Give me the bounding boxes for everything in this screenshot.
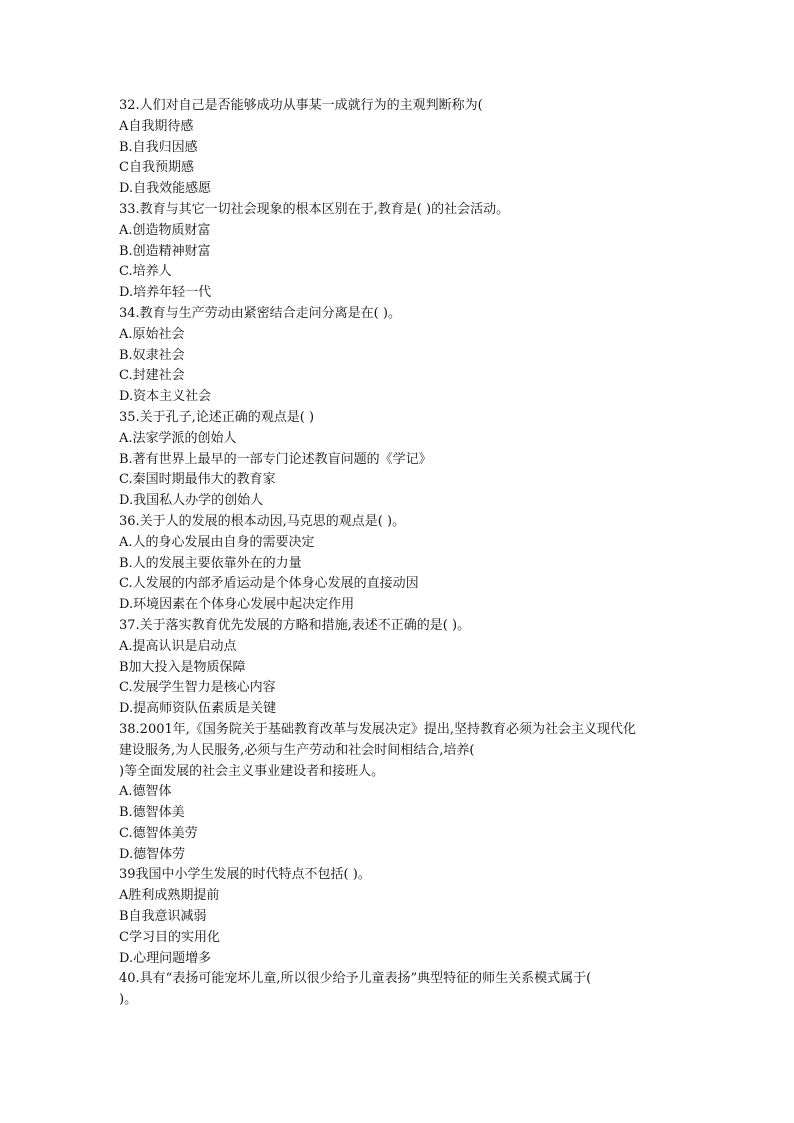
question-text bbox=[119, 200, 679, 221]
question-line: )等全面发展的社会主义事业建设者和接班人。 bbox=[119, 763, 385, 779]
question-32 bbox=[119, 96, 679, 200]
option-a: A.提高认识是启动点 bbox=[119, 638, 237, 654]
option-list bbox=[119, 782, 679, 865]
question-text bbox=[119, 865, 679, 886]
option-c: C学习目的实用化 bbox=[119, 929, 220, 945]
option-c: C自我预期感 bbox=[119, 160, 194, 176]
option-list bbox=[119, 325, 679, 408]
question-39 bbox=[119, 865, 679, 969]
option-a: A胜利成熟期提前 bbox=[119, 888, 220, 904]
option-c: C.发展学生智力是核心内容 bbox=[119, 680, 276, 696]
option-list bbox=[119, 221, 679, 304]
question-line: 34.教育与生产劳动由紧密结合走问分离是在( )。 bbox=[119, 305, 401, 321]
question-line: 35.关于孔子,论述正确的观点是( ) bbox=[119, 409, 315, 425]
question-35 bbox=[119, 408, 679, 512]
option-c: C.封建社会 bbox=[119, 368, 185, 384]
question-line: 建设服务,为人民服务,必须与生产劳动和社会时间相结合,培养( bbox=[119, 742, 475, 758]
option-list bbox=[119, 637, 679, 720]
question-40 bbox=[119, 969, 679, 1011]
question-line: 38.2001年,《国务院关于基础教育改革与发展决定》提出,坚持教育必须为社会主义现代化 bbox=[119, 721, 637, 737]
option-d: D.自我效能感愿 bbox=[119, 181, 212, 197]
option-d: D.资本主义社会 bbox=[119, 389, 212, 405]
option-a: A.原始社会 bbox=[119, 326, 185, 342]
question-line: 32.人们对自己是否能够成功从事某一成就行为的主观判断称为( bbox=[119, 98, 483, 113]
question-line: 36.关于人的发展的根本动因,马克思的观点是( )。 bbox=[119, 513, 406, 529]
question-list bbox=[119, 96, 679, 1011]
question-36 bbox=[119, 512, 679, 616]
option-c: C.人发展的内部矛盾运动是个体身心发展的直接动因 bbox=[119, 576, 419, 592]
option-list bbox=[119, 886, 679, 969]
option-a: A.人的身心发展由自身的需要决定 bbox=[119, 534, 315, 550]
question-33 bbox=[119, 200, 679, 304]
question-text bbox=[119, 720, 679, 782]
option-a: A.法家学派的创始人 bbox=[119, 430, 237, 446]
option-b: B.奴隶社会 bbox=[119, 347, 185, 363]
option-b: B.创造精神财富 bbox=[119, 243, 211, 259]
question-38 bbox=[119, 720, 679, 866]
question-text bbox=[119, 512, 679, 533]
option-d: D.提高师资队伍素质是关键 bbox=[119, 701, 277, 717]
option-d: D.环境因素在个体身心发展中起决定作用 bbox=[119, 597, 355, 613]
question-37 bbox=[119, 616, 679, 720]
question-text bbox=[119, 616, 679, 637]
question-line: 39我国中小学生发展的时代特点不包括( )。 bbox=[119, 867, 371, 883]
option-c: C.秦国时期最伟大的教育家 bbox=[119, 472, 276, 488]
option-b: B.德智体美 bbox=[119, 805, 185, 821]
question-34 bbox=[119, 304, 679, 408]
option-list bbox=[119, 533, 679, 616]
option-d: D.德智体劳 bbox=[119, 846, 186, 862]
question-text bbox=[119, 96, 679, 117]
option-d: D.培养年轻一代 bbox=[119, 285, 212, 301]
option-c: C.德智体美劳 bbox=[119, 825, 198, 841]
option-b: B.著有世界上最早的一部专门论述教盲问题的《学记》 bbox=[119, 451, 432, 467]
question-text bbox=[119, 408, 679, 429]
option-b: B.自我归因感 bbox=[119, 139, 198, 155]
option-list bbox=[119, 117, 679, 200]
option-d: D.我国私人办学的创始人 bbox=[119, 493, 264, 509]
question-line: 33.教育与其它一切社会现象的根本区别在于,教育是( )的社会活动。 bbox=[119, 201, 510, 217]
option-a: A.德智体 bbox=[119, 784, 172, 800]
question-text bbox=[119, 304, 679, 325]
option-b: B自我意识减弱 bbox=[119, 909, 207, 925]
option-a: A.创造物质财富 bbox=[119, 222, 211, 238]
question-text bbox=[119, 969, 679, 1011]
question-line: 40.具有“表扬可能宠坏儿童,所以很少给予儿童表扬”典型特征的师生关系模式属于( bbox=[119, 971, 592, 987]
option-c: C.培养人 bbox=[119, 264, 172, 280]
option-d: D.心理问题增多 bbox=[119, 950, 212, 966]
option-b: B加大投入是物质保障 bbox=[119, 659, 246, 675]
option-a: A自我期待感 bbox=[119, 118, 194, 134]
option-list bbox=[119, 429, 679, 512]
option-b: B.人的发展主要依靠外在的力量 bbox=[119, 555, 302, 571]
question-line: )。 bbox=[119, 992, 138, 1008]
question-line: 37.关于落实教育优先发展的方略和措施,表述不正确的是( )。 bbox=[119, 617, 471, 633]
